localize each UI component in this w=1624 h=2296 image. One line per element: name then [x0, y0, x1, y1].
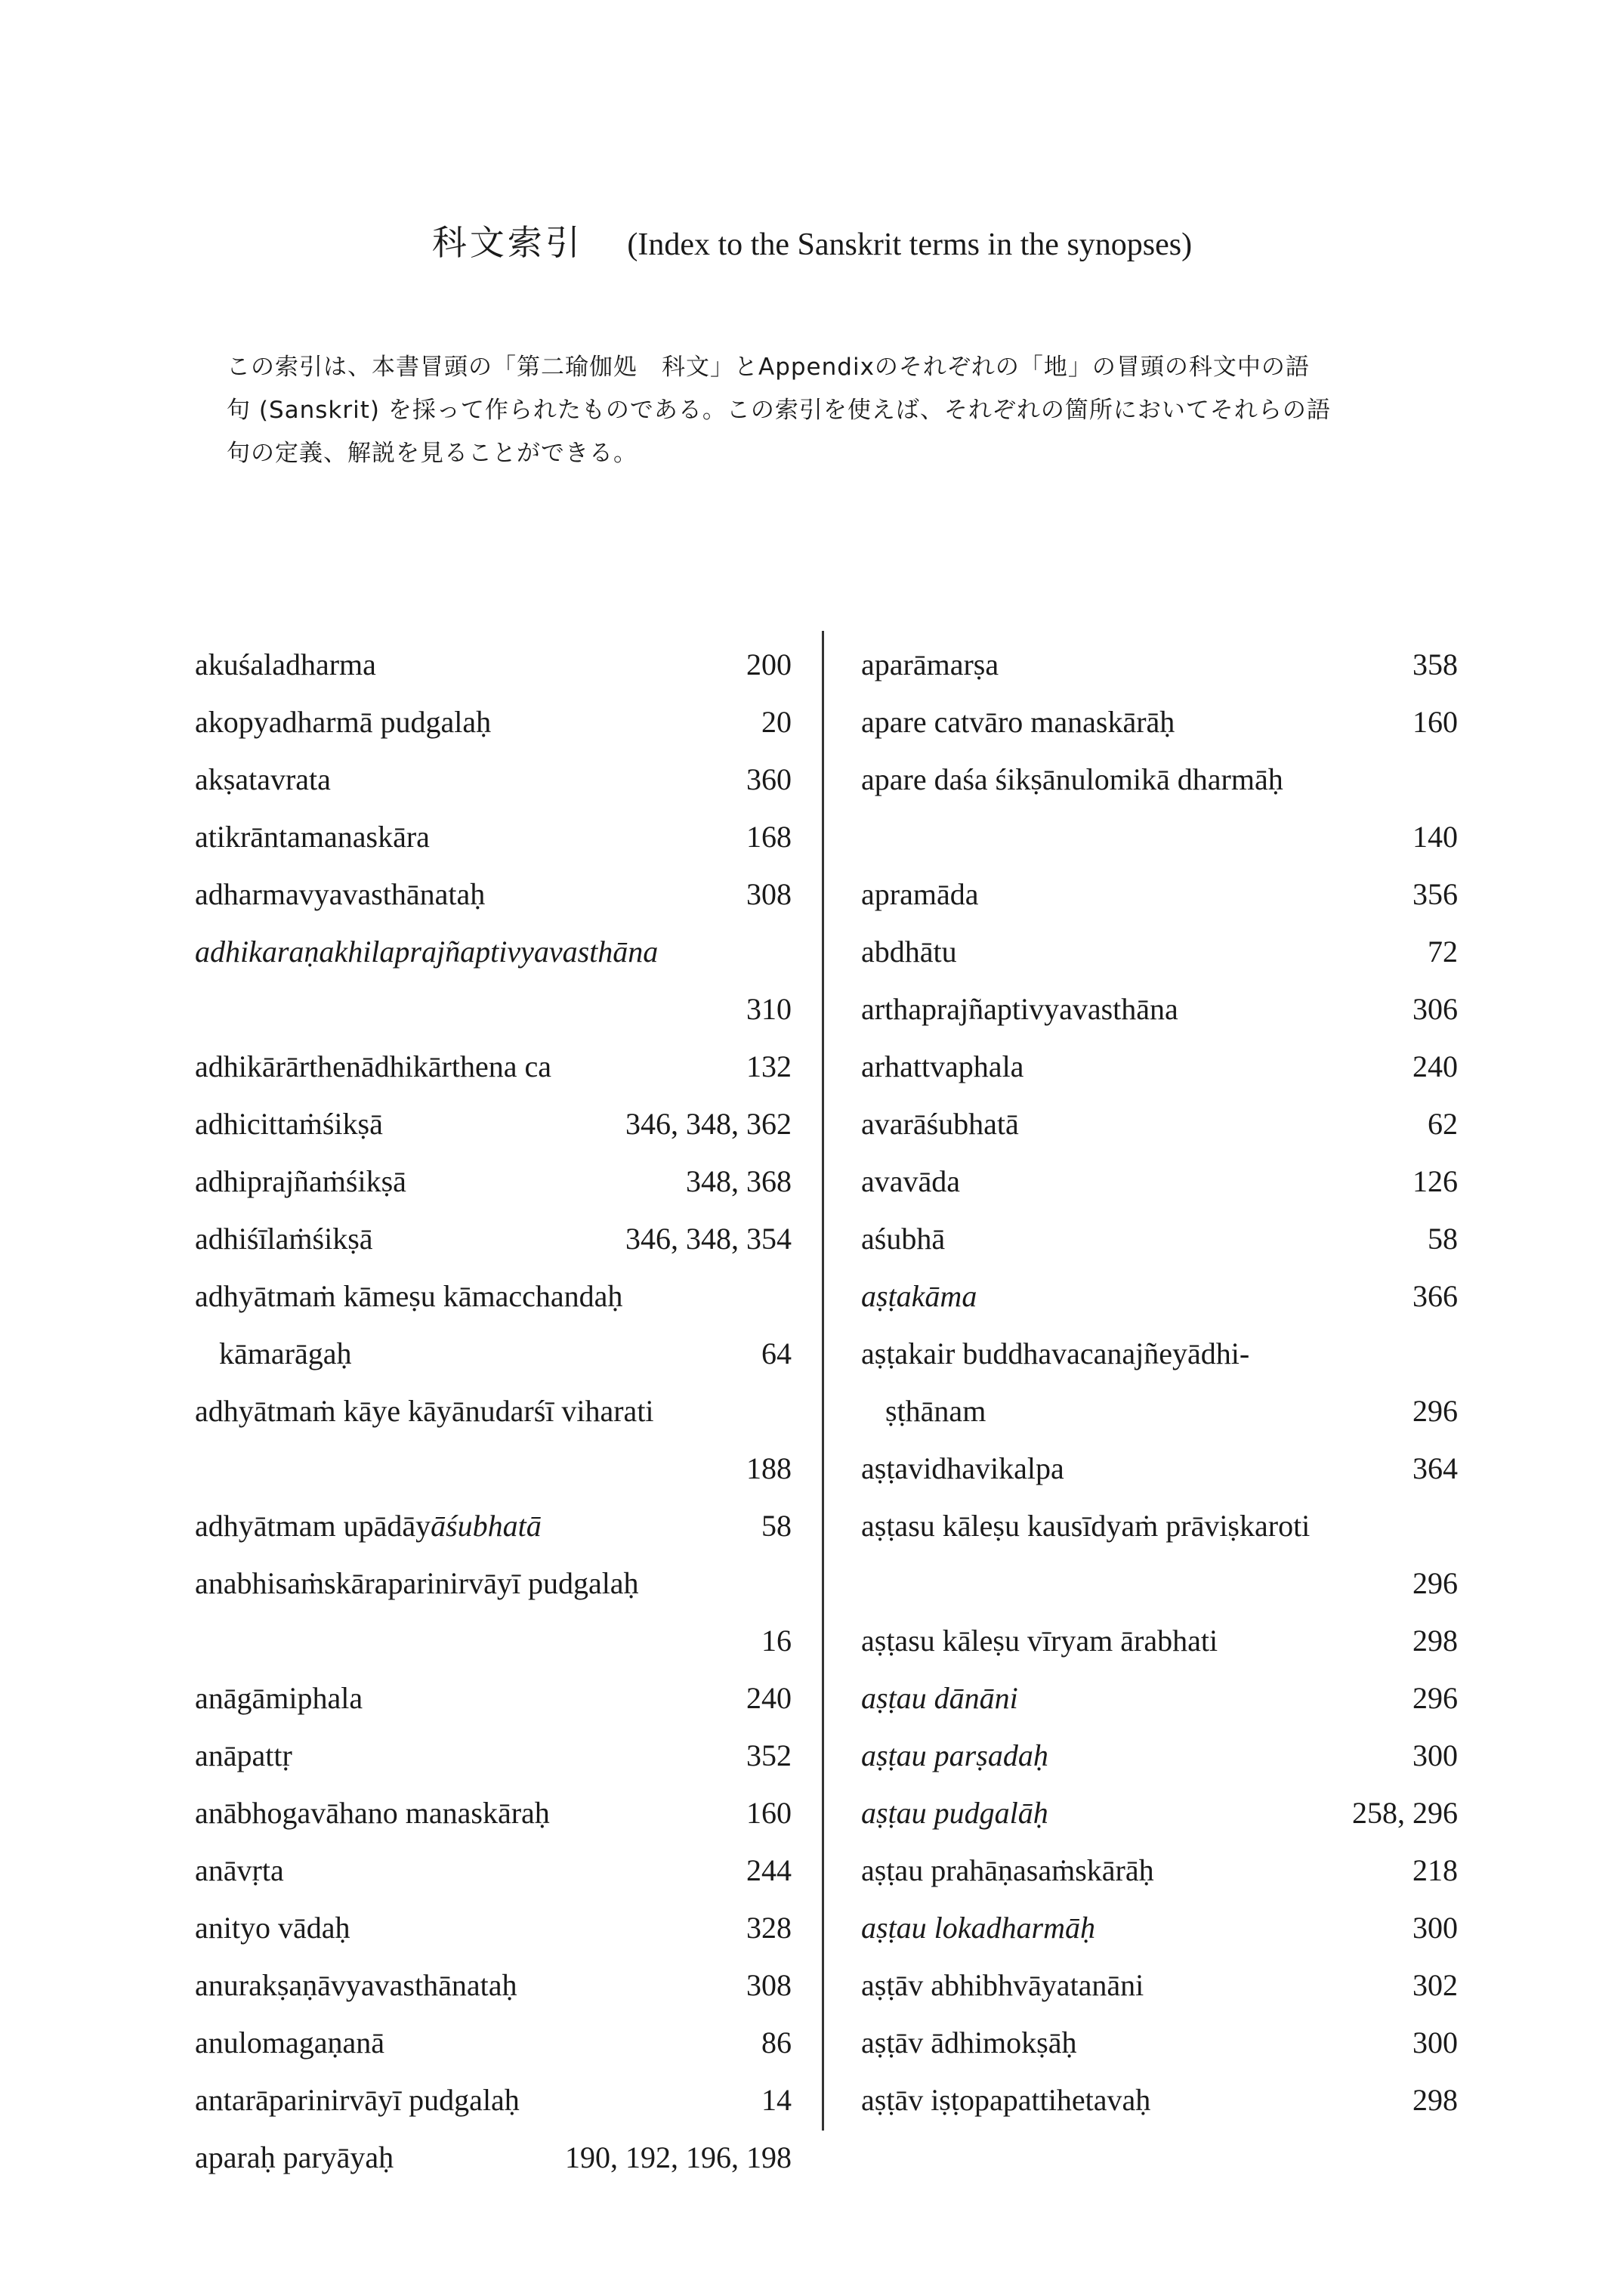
index-entry: [861, 751, 1458, 866]
entry-term: akṣatavrata: [195, 762, 331, 796]
title-english: (Index to the Sanskrit terms in the synopses): [627, 227, 1193, 262]
entry-pages: 86: [761, 2026, 792, 2060]
entry-pages: 300: [1413, 1911, 1458, 1945]
entry-pages: 298: [1413, 1624, 1458, 1658]
entry-term: aṣṭāv iṣṭopapattihetavaḥ: [861, 2083, 1151, 2117]
entry-pages: 126: [1413, 1164, 1458, 1198]
index-column-right: [861, 636, 1458, 2129]
entry-pages: 302: [1413, 1968, 1458, 2002]
index-entry: [195, 1497, 792, 1555]
entry-pages: 296: [1413, 1681, 1458, 1715]
intro-line: この索引は、本書冒頭の「第二瑜伽処 科文」とAppendixのそれぞれの「地」の冒頭の科文中の語: [227, 354, 1310, 381]
index-entry: [861, 1497, 1458, 1612]
entry-pages: 190, 192, 196, 198: [565, 2140, 792, 2174]
entry-pages: 188: [746, 1451, 792, 1485]
entry-term: aṣṭāv abhibhvāyatanāni: [861, 1968, 1144, 2002]
entry-term: aṣṭavidhavikalpa: [861, 1451, 1064, 1485]
entry-pages: 140: [1413, 820, 1458, 854]
entry-term: aṣṭau prahāṇasaṁskārāḥ: [861, 1853, 1154, 1887]
entry-term: aṣṭāv ādhimokṣāḥ: [861, 2026, 1077, 2060]
entry-pages: 300: [1413, 1738, 1458, 1772]
entry-term: abdhātu: [861, 935, 957, 969]
entry-term: aśubhā: [861, 1222, 946, 1256]
entry-pages: 352: [746, 1738, 792, 1772]
entry-term: aṣṭasu kāleṣu vīryam ārabhati: [861, 1624, 1218, 1658]
entry-pages: 58: [761, 1509, 792, 1543]
index-entry: [195, 1268, 792, 1383]
entry-term: aṣṭasu kāleṣu kausīdyaṁ prāviṣkaroti: [861, 1509, 1311, 1543]
entry-pages: 58: [1428, 1222, 1458, 1256]
entry-term: arhattvaphala: [861, 1049, 1024, 1083]
entry-pages: 306: [1413, 992, 1458, 1026]
index-entry: [861, 1899, 1458, 1957]
title-japanese: 科文索引: [431, 222, 583, 263]
entry-pages: 308: [746, 877, 792, 911]
index-entry: [861, 1210, 1458, 1268]
index-entry: [195, 751, 792, 808]
entry-term-roman: adhyātmam upādāy: [195, 1509, 431, 1543]
index-entry: [861, 866, 1458, 923]
index-entry: [861, 1785, 1458, 1842]
entry-pages: 258, 296: [1352, 1796, 1458, 1830]
intro-line: 句の定義、解説を見ることができる。: [227, 440, 638, 467]
index-entry: [861, 1325, 1458, 1440]
index-entry: [861, 1612, 1458, 1670]
index-entry: [195, 694, 792, 751]
index-entry: [195, 2072, 792, 2129]
entry-pages: 240: [746, 1681, 792, 1715]
entry-term: adhiśīlaṁśikṣā: [195, 1222, 373, 1256]
entry-pages: 132: [746, 1049, 792, 1083]
entry-term: avavāda: [861, 1164, 961, 1198]
entry-term: aparaḥ paryāyaḥ: [195, 2140, 394, 2174]
entry-term-continued: ṣṭhānam: [885, 1394, 986, 1428]
entry-pages: 308: [746, 1968, 792, 2002]
entry-term: apramāda: [861, 877, 979, 911]
entry-pages: 356: [1413, 877, 1458, 911]
entry-pages: 358: [1413, 647, 1458, 681]
index-entry: [195, 2129, 792, 2186]
entry-pages: 348, 368: [686, 1164, 792, 1198]
entry-pages: 240: [1413, 1049, 1458, 1083]
entry-pages: 360: [746, 762, 792, 796]
index-entry: [861, 1670, 1458, 1727]
entry-pages: 218: [1413, 1853, 1458, 1887]
intro-line: 句 (Sanskrit) を採って作られたものである。この索引を使えば、それぞれの箇所においてそれらの語: [227, 397, 1331, 424]
entry-pages: 244: [746, 1853, 792, 1887]
index-entry: [861, 1038, 1458, 1095]
index-entry: [195, 1670, 792, 1727]
entry-term: aṣṭau dānāni: [861, 1681, 1018, 1715]
entry-term: anityo vādaḥ: [195, 1911, 350, 1945]
index-entry: [861, 1727, 1458, 1785]
entry-pages: 364: [1413, 1451, 1458, 1485]
index-entry: [861, 1440, 1458, 1497]
entry-pages: 16: [761, 1624, 792, 1658]
index-entry: [195, 923, 792, 1038]
entry-term: aṣṭakāma: [861, 1279, 977, 1313]
entry-term: aṣṭakair buddhavacanajñeyādhi-: [861, 1337, 1250, 1370]
entry-pages: 168: [746, 820, 792, 854]
entry-term: adhiprajñaṁśikṣā: [195, 1164, 406, 1198]
index-entry: [195, 1038, 792, 1095]
entry-term: aṣṭau parṣadaḥ: [861, 1738, 1048, 1772]
index-entry: [195, 1153, 792, 1210]
entry-term: avarāśubhatā: [861, 1107, 1019, 1141]
entry-term: atikrāntamanaskāra: [195, 820, 430, 854]
entry-pages: 296: [1413, 1566, 1458, 1600]
page-title: [0, 215, 1624, 265]
index-column-left: [195, 636, 792, 2186]
index-entry: [195, 866, 792, 923]
index-entry: [195, 1957, 792, 2014]
entry-pages: 160: [746, 1796, 792, 1830]
entry-term: akuśaladharma: [195, 647, 376, 681]
index-entry: [861, 923, 1458, 981]
entry-term: anābhogavāhano manaskāraḥ: [195, 1796, 550, 1830]
index-entry: [195, 1727, 792, 1785]
index-entry: [195, 1899, 792, 1957]
index-entry: [861, 2014, 1458, 2072]
index-entry: [861, 1095, 1458, 1153]
index-entry: [195, 2014, 792, 2072]
index-entry: [195, 1383, 792, 1497]
index-entry: [861, 694, 1458, 751]
entry-pages: 346, 348, 354: [625, 1222, 792, 1256]
entry-term: aparāmarṣa: [861, 647, 999, 681]
index-entry: [861, 1153, 1458, 1210]
entry-term: anāvṛta: [195, 1853, 284, 1887]
entry-pages: 346, 348, 362: [625, 1107, 792, 1141]
entry-term: adhikārārthenādhikārthena ca: [195, 1049, 551, 1083]
entry-term: adhicittaṁśikṣā: [195, 1107, 383, 1141]
entry-pages: 200: [746, 647, 792, 681]
index-entry: [861, 981, 1458, 1038]
entry-term: apare catvāro manaskārāḥ: [861, 705, 1175, 739]
entry-pages: 64: [761, 1337, 792, 1370]
column-divider: [822, 631, 824, 2131]
entry-term: anabhisaṁskāraparinirvāyī pudgalaḥ: [195, 1566, 639, 1600]
entry-pages: 160: [1413, 705, 1458, 739]
entry-term-italic: āśubhatā: [431, 1509, 542, 1543]
index-entry: [195, 1095, 792, 1153]
index-entry: [861, 636, 1458, 694]
entry-term: aṣṭau pudgalāḥ: [861, 1796, 1048, 1830]
index-entry: [861, 1268, 1458, 1325]
index-entry: [195, 1555, 792, 1670]
entry-term: anulomagaṇanā: [195, 2026, 384, 2060]
entry-pages: 300: [1413, 2026, 1458, 2060]
entry-term: akopyadharmā pudgalaḥ: [195, 705, 492, 739]
entry-pages: 72: [1428, 935, 1458, 969]
entry-term: anurakṣaṇāvyavasthānataḥ: [195, 1968, 517, 2002]
entry-term: anāpattṛ: [195, 1738, 292, 1772]
entry-term: aṣṭau lokadharmāḥ: [861, 1911, 1095, 1945]
entry-term: apare daśa śikṣānulomikā dharmāḥ: [861, 762, 1283, 796]
entry-term: anāgāmiphala: [195, 1681, 363, 1715]
entry-term: adharmavyavasthānataḥ: [195, 877, 486, 911]
entry-pages: 328: [746, 1911, 792, 1945]
entry-term: arthaprajñaptivyavasthāna: [861, 992, 1178, 1026]
index-entry: [861, 1842, 1458, 1899]
index-entry: [195, 636, 792, 694]
intro-paragraph: [227, 346, 1465, 475]
entry-pages: 366: [1413, 1279, 1458, 1313]
entry-term: adhyātmaṁ kāmeṣu kāmacchandaḥ: [195, 1279, 623, 1313]
entry-term: antarāparinirvāyī pudgalaḥ: [195, 2083, 520, 2117]
entry-pages: 20: [761, 705, 792, 739]
index-entry: [861, 1957, 1458, 2014]
index-entry: [195, 1785, 792, 1842]
index-entry: [195, 1842, 792, 1899]
entry-term: adhyātmaṁ kāye kāyānudarśī viharati: [195, 1394, 654, 1428]
entry-pages: 298: [1413, 2083, 1458, 2117]
entry-term-continued: kāmarāgaḥ: [219, 1337, 352, 1370]
index-entry: [195, 808, 792, 866]
entry-pages: 14: [761, 2083, 792, 2117]
index-entry: [861, 2072, 1458, 2129]
entry-term: [195, 1509, 542, 1543]
index-entry: [195, 1210, 792, 1268]
entry-pages: 62: [1428, 1107, 1458, 1141]
entry-pages: 310: [746, 992, 792, 1026]
entry-pages: 296: [1413, 1394, 1458, 1428]
entry-term: adhikaraṇakhilaprajñaptivyavasthāna: [195, 935, 659, 969]
